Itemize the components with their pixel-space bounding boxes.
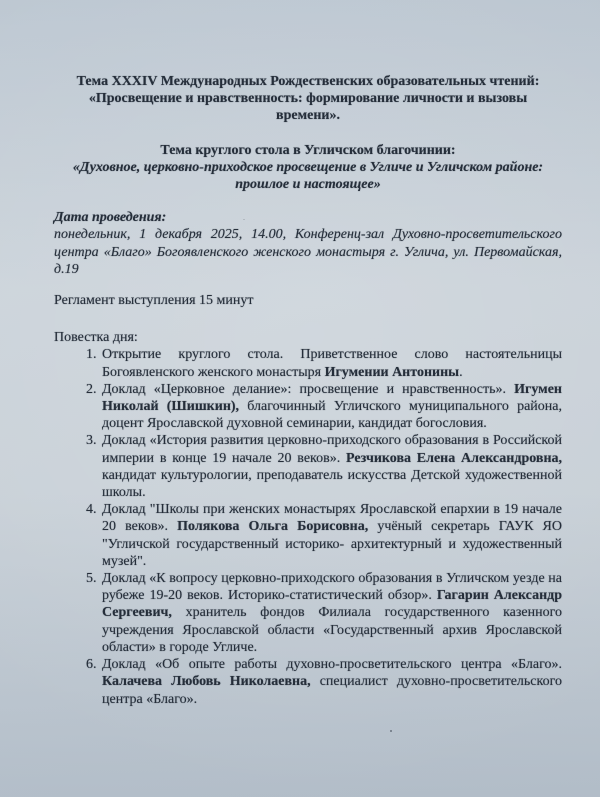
agenda-item <box>100 346 562 380</box>
agenda-item <box>100 570 562 656</box>
agenda-item <box>100 656 562 708</box>
roundtable-title: Тема круглого стола в Угличском благочинии: <box>160 142 456 158</box>
agenda-item <box>100 432 562 501</box>
agenda-item-text: благочинный Угличского муниципального района, доцент Ярославской духовной семинарии, кандидат богословия. <box>102 399 563 432</box>
paper-speck <box>390 730 392 732</box>
conference-theme-line: времени». <box>276 108 340 124</box>
agenda-title: Повестка дня: <box>54 330 138 346</box>
agenda-item-text: . <box>459 364 463 380</box>
agenda-item-text: Доклад "Школы при женских монастырях Ярославской епархии в 19 начале 20 веков». <box>102 502 562 535</box>
agenda-item-text: хранитель фондов Филиала государственного казенного учреждения Ярославской области «Государственный архив Ярославской области» в городе Угличе. <box>102 605 562 655</box>
speaker-name: Резчикова Елена Александровна, <box>346 450 563 466</box>
speaker-name: Калачева Любовь Николаевна, <box>102 674 311 690</box>
agenda-item-text: Доклад «Об опыте работы духовно-просветительского центра «Благо». <box>102 657 562 673</box>
agenda-item-text: Доклад «История развития церковно-приходского образования в Российской империи в конце 19 начале 20 веков». <box>102 433 562 466</box>
date-label: Дата проведения: <box>54 210 167 226</box>
agenda-item-text: Доклад «К вопросу церковно-приходского образования в Угличском уезде на рубеже 19-20 веков. Историко-статистический обзор». <box>102 571 562 604</box>
speaker-name: Гагарин Александр Сергеевич, <box>102 588 563 621</box>
conference-theme-title <box>54 73 562 125</box>
conference-theme-line: «Просвещение и нравственность: формирование личности и вызовы <box>88 91 528 107</box>
paper-speck <box>243 219 245 220</box>
roundtable-section <box>54 142 562 194</box>
agenda-item-text: учёный секретарь ГАУК ЯО "Угличской государственный историко- архитектурный и художественный музей". <box>102 519 562 569</box>
agenda-item-text: кандидат культурологии, преподаватель искусства Детской художественной школы. <box>102 467 562 501</box>
date-section <box>54 209 562 278</box>
agenda-item <box>100 501 562 570</box>
conference-theme-line: Тема XXXIV Международных Рождественских образовательных чтений: <box>76 74 540 89</box>
roundtable-subtitle <box>54 159 562 193</box>
agenda-list <box>54 346 562 707</box>
agenda-item <box>100 381 562 433</box>
agenda-item-text: Открытие круглого стола. Приветственное слово настоятельницы Богоявленского женского монастыря <box>102 347 562 380</box>
roundtable-subtitle-line: прошлое и настоящее» <box>235 177 381 193</box>
speaker-name: Игумении Антонины <box>324 364 460 380</box>
agenda-item-text: Доклад «Церковное делание»: просвещение и нравственность». <box>102 381 515 397</box>
regulation-text: Регламент выступления 15 минут <box>54 293 254 309</box>
speaker-name: Игумен Николай (Шишкин), <box>102 381 562 415</box>
speaker-name: Полякова Ольга Борисовна, <box>177 519 369 535</box>
agenda-item-text: специалист духовно-просветительского центра «Благо». <box>102 674 562 707</box>
date-details: понедельник, 1 декабря 2025, 14.00, Конференц-зал Духовно-просветительского центра «Благо» Богоявленского женского монастыря г. Углича, ул. Первомайская, д.19 <box>54 227 562 277</box>
roundtable-subtitle-line: «Духовное, церковно-приходское просвещение в Угличе и Угличском районе: <box>72 159 544 175</box>
